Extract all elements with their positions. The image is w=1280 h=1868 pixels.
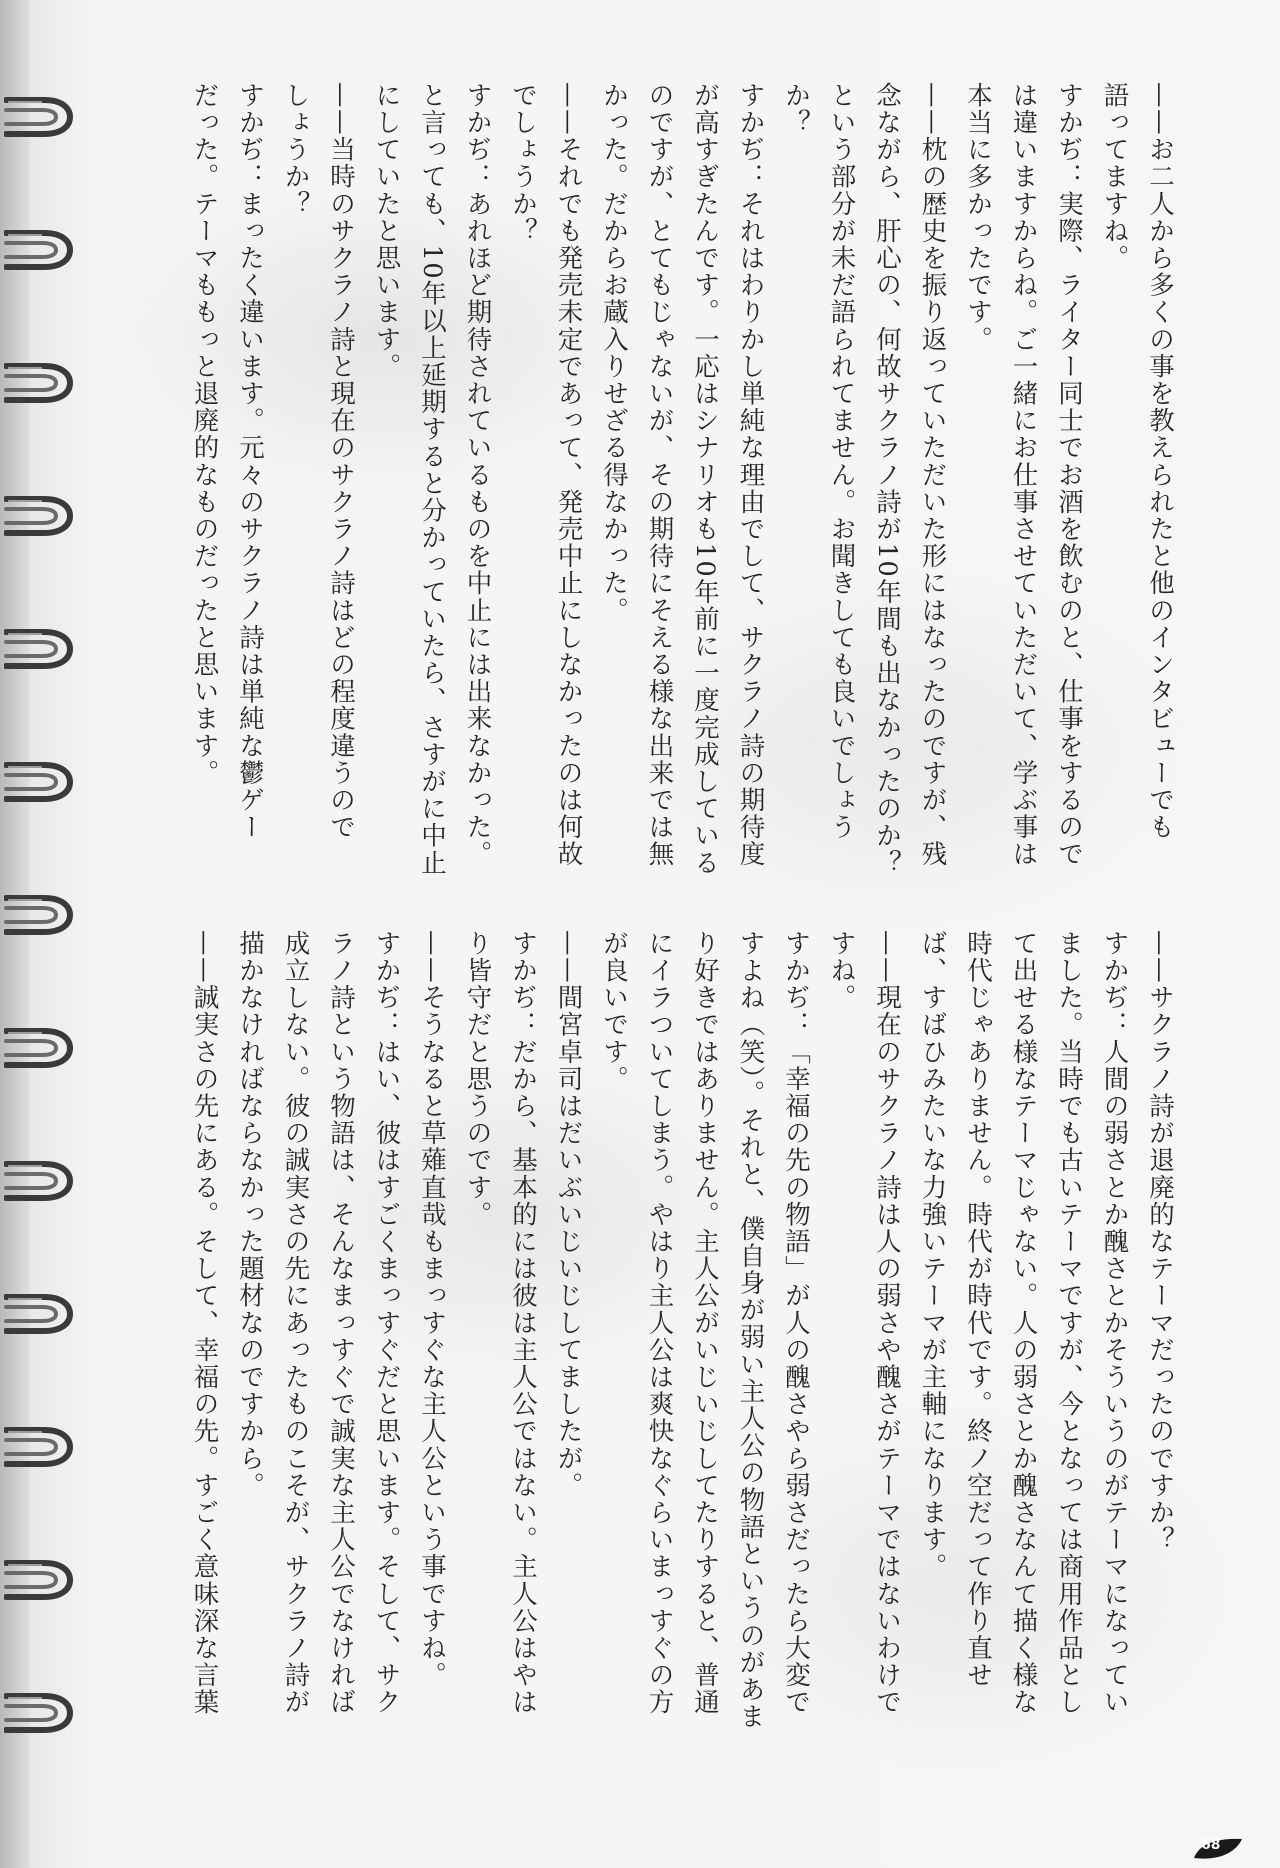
text-line: すよね（笑）。それと、僕自身が弱い主人公の物語というのがあま <box>735 930 766 1731</box>
text-line: ——枕の歴史を振り返っていただいた形にはなったのですが、残 <box>917 82 948 868</box>
page-number-badge <box>1190 1836 1244 1862</box>
text-line: すかぢ：だから、基本的には彼は主人公ではない。主人公はやは <box>508 930 538 1716</box>
text-line: すかぢ：実際、ライター同士でお酒を飲むのと、仕事をするので <box>1054 82 1084 868</box>
text-line: にしていたと思います。 <box>371 82 402 381</box>
text-line: 本当に多かったです。 <box>963 82 993 353</box>
spiral-binding-ring-icon <box>4 221 76 279</box>
text-line: ——誠実さの先にある。そして、幸福の先。すごく意味深な言葉 <box>189 930 220 1716</box>
text-line: だった。テーマももっと退廃的なものだったと思います。 <box>189 82 220 787</box>
text-line: 時代じゃありません。時代が時代です。終ノ空だって作り直せ <box>963 930 993 1689</box>
text-line: か？ <box>781 82 811 137</box>
text-line: という部分が未だ語られてません。お聞きしても良いでしょう <box>826 82 857 841</box>
spiral-binding-ring-icon <box>4 886 76 944</box>
text-line: 念ながら、肝心の、何故サクラノ詩が10年間も出なかったのか？ <box>872 82 902 877</box>
text-line: すかぢ：人間の弱さとか醜さとかそういうのがテーマになってい <box>1099 930 1130 1716</box>
text-line: 成立しない。彼の誠実さの先にあったものこそが、サクラノ詩が <box>280 930 311 1716</box>
text-line: すかぢ：それはわりかし単純な理由でして、サクラノ詩の期待度 <box>735 82 766 868</box>
spiral-binding-ring-icon <box>4 1418 76 1476</box>
text-line: かった。だからお蔵入りせざる得なかった。 <box>599 82 629 624</box>
spiral-binding-ring-icon <box>4 1551 76 1609</box>
text-line: ——そうなると草薙直哉もまっすぐな主人公という事ですね。 <box>417 930 447 1689</box>
spiral-binding-ring-icon <box>4 1019 76 1077</box>
text-line: のですが、とてもじゃないが、その期待にそえる様な出来では無 <box>644 82 675 868</box>
spiral-binding-ring-icon <box>4 88 76 146</box>
text-line: ——サクラノ詩が退廃的なテーマだったのですか？ <box>1145 930 1175 1554</box>
text-line: すかぢ：あれほど期待されているものを中止には出来なかった。 <box>462 82 493 868</box>
page-number: 68 <box>1201 1837 1221 1853</box>
spiral-binding-ring-icon <box>4 1285 76 1343</box>
spiral-binding-ring-icon <box>4 620 76 678</box>
lower-text-column <box>181 930 1182 1731</box>
text-line: すかぢ：まったく違います。元々のサクラノ詩は単純な鬱ゲー <box>235 82 265 841</box>
text-line: は違いますからね。ご一緒にお仕事させていただいて、学ぶ事は <box>1008 82 1039 868</box>
text-line: ば、すばひみたいな力強いテーマが主軸になります。 <box>917 930 948 1581</box>
text-line: て出せる様なテーマじゃない。人の弱さとか醜さなんて描く様な <box>1008 930 1039 1716</box>
text-line: が高すぎたんです。一応はシナリオも10年前に一度完成している <box>690 82 720 877</box>
text-line: と言っても、10年以上延期すると分かっていたら、さすがに中止 <box>417 82 447 877</box>
text-line: でしょうか？ <box>508 82 538 245</box>
text-line: ました。当時でも古いテーマですが、今となっては商用作品とし <box>1054 930 1084 1716</box>
text-line: り皆守だと思うのです。 <box>462 930 493 1229</box>
text-line: しょうか？ <box>280 82 311 218</box>
text-line: ——それでも発売未定であって、発売中止にしなかったのは何故 <box>553 82 584 868</box>
text-line: 語ってますね。 <box>1099 82 1130 272</box>
spiral-binding-ring-icon <box>4 1684 76 1742</box>
spiral-binding-ring-icon <box>4 1152 76 1210</box>
spiral-binding-ring-icon <box>4 354 76 412</box>
text-line: すね。 <box>826 930 857 1012</box>
text-line: ——お二人から多くの事を教えられたと他のインタビューでも <box>1145 82 1175 841</box>
text-line: すかぢ：「幸福の先の物語」が人の醜さやら弱さだったら大変で <box>781 930 811 1716</box>
spiral-binding-ring-icon <box>4 487 76 545</box>
spiral-binding-ring-icon <box>4 753 76 811</box>
text-line: にイラついてしまう。やはり主人公は爽快なぐらいまっすぐの方 <box>644 930 675 1716</box>
text-line: ——現在のサクラノ詩は人の弱さや醜さがテーマではないわけで <box>872 930 902 1716</box>
text-line: ——間宮卓司はだいぶいじいじしてましたが。 <box>553 930 584 1500</box>
text-line: すかぢ：はい、彼はすごくまっすぐだと思います。そして、サク <box>371 930 402 1716</box>
upper-text-column <box>181 82 1182 877</box>
text-line: ——当時のサクラノ詩と現在のサクラノ詩はどの程度違うので <box>326 82 356 841</box>
text-line: 描かなければならなかった題材なのですから。 <box>235 930 265 1500</box>
text-line: ラノ詩という物語は、そんなまっすぐで誠実な主人公でなければ <box>326 930 356 1716</box>
text-line: が良いです。 <box>599 930 629 1093</box>
text-line: り好きではありません。主人公がいじいじしてたりすると、普通 <box>690 930 720 1716</box>
